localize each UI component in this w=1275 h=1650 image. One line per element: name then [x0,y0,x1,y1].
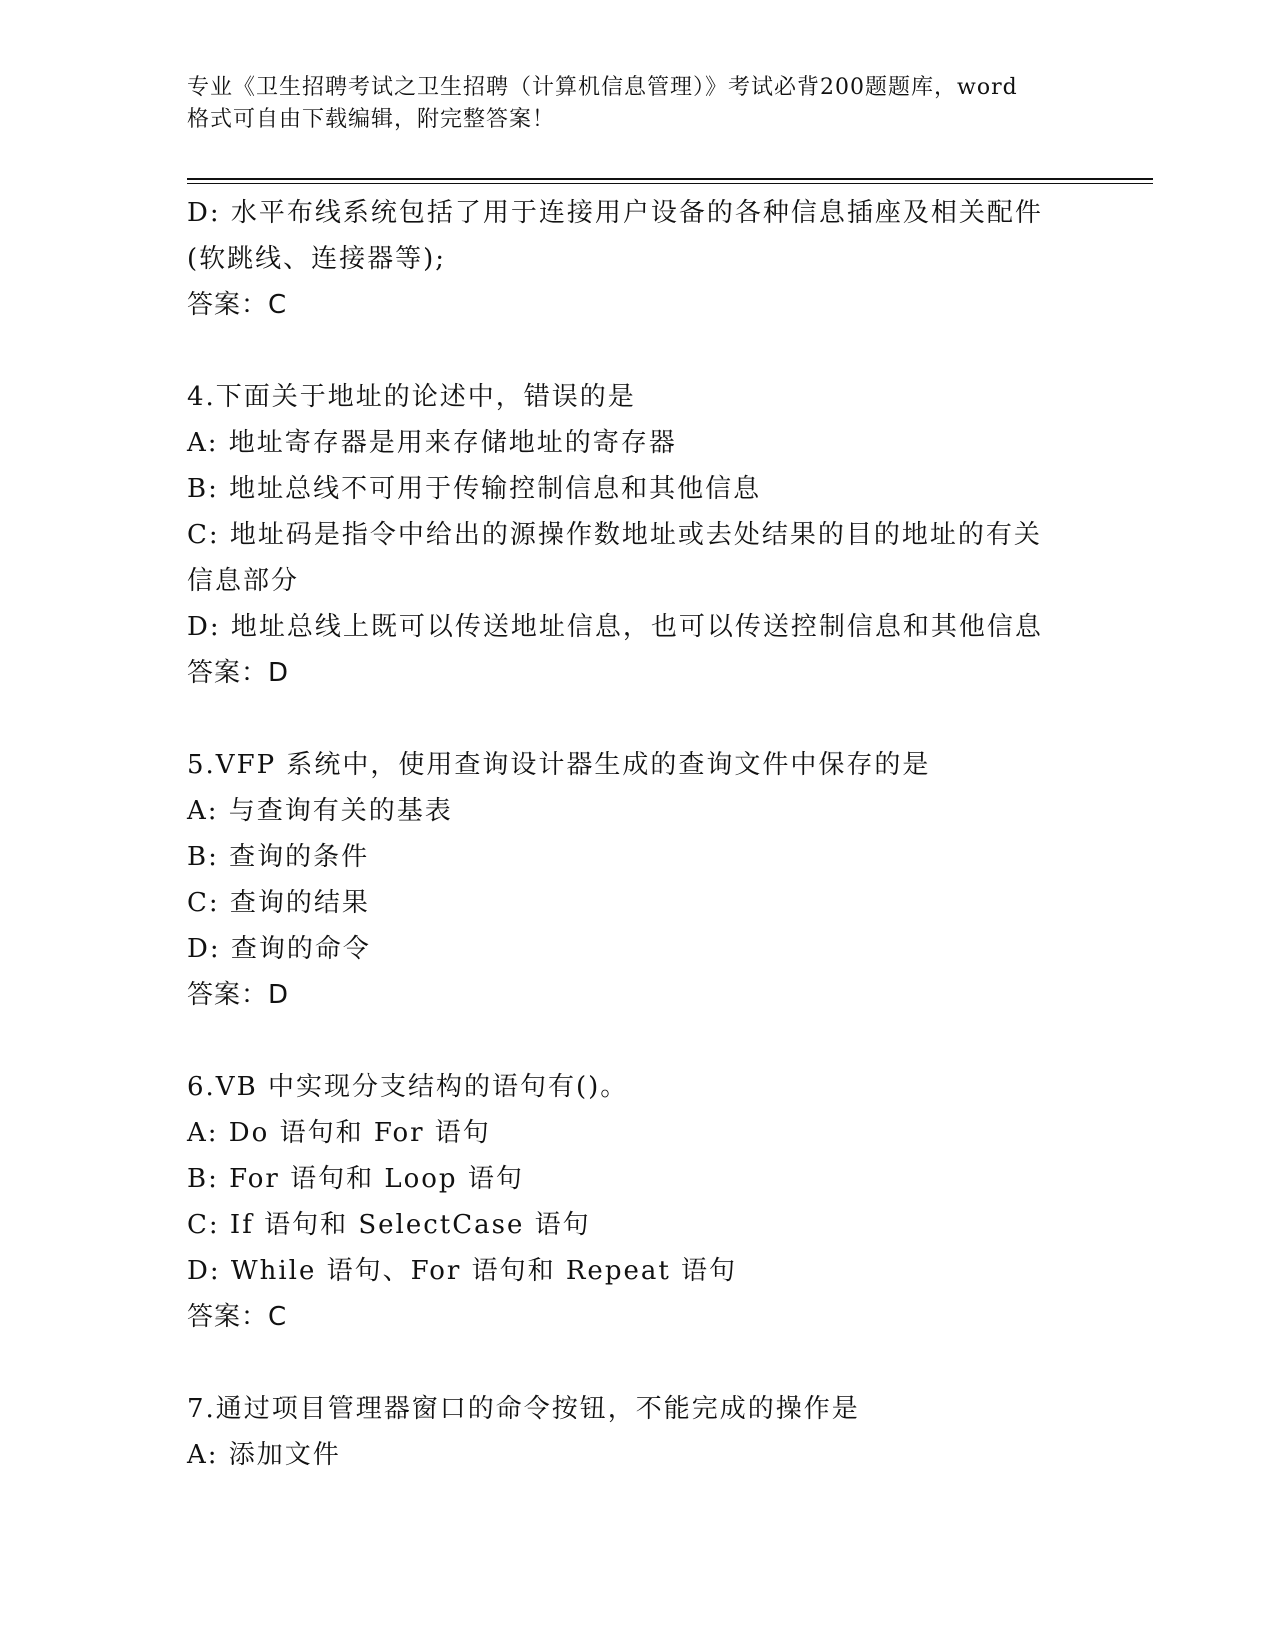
option-a: A: Do 语句和 For 语句 [187,1118,491,1148]
header-divider-thick [187,178,1153,180]
question-6 [187,1064,1087,1340]
question-3 [187,190,1087,328]
option-b: B: 查询的条件 [187,842,370,872]
spacer [187,1340,1087,1386]
answer: 答案：C [187,1302,288,1332]
option-d: D: 查询的命令 [187,934,371,964]
option-c-continuation: 信息部分 [187,566,300,596]
option-b: B: 地址总线不可用于传输控制信息和其他信息 [187,474,762,504]
option-a: A: 与查询有关的基表 [187,796,453,826]
question-text: 5.VFP 系统中，使用查询设计器生成的查询文件中保存的是 [187,750,931,780]
answer: 答案：C [187,290,288,320]
option-d-continuation: (软跳线、连接器等); [187,244,447,274]
option-a: A: 添加文件 [187,1440,341,1470]
option-c: C: 查询的结果 [187,888,370,918]
spacer [187,696,1087,742]
header-divider-thin [187,183,1153,184]
header-title-line-1: 专业《卫生招聘考试之卫生招聘（计算机信息管理）》考试必背200题题库，word [187,75,1018,100]
option-a: A: 地址寄存器是用来存储地址的寄存器 [187,428,677,458]
question-text: 7.通过项目管理器窗口的命令按钮，不能完成的操作是 [187,1394,860,1424]
question-4 [187,374,1087,696]
option-d: D: 地址总线上既可以传送地址信息，也可以传送控制信息和其他信息 [187,612,1043,642]
spacer [187,1018,1087,1064]
option-d: D: While 语句、For 语句和 Repeat 语句 [187,1256,738,1286]
option-b: B: For 语句和 Loop 语句 [187,1164,524,1194]
option-c: C: 地址码是指令中给出的源操作数地址或去处结果的目的地址的有关 [187,520,1042,550]
question-5 [187,742,1087,1018]
question-text: 6.VB 中实现分支结构的语句有()。 [187,1072,629,1102]
header-title-line-2: 格式可自由下载编辑，附完整答案！ [187,107,556,132]
question-text: 4.下面关于地址的论述中，错误的是 [187,382,636,412]
spacer [187,328,1087,374]
option-c: C: If 语句和 SelectCase 语句 [187,1210,591,1240]
question-content [187,190,1087,1478]
document-header [187,72,1087,136]
answer: 答案：D [187,658,290,688]
answer: 答案：D [187,980,290,1010]
question-7 [187,1386,1087,1478]
option-d: D: 水平布线系统包括了用于连接用户设备的各种信息插座及相关配件 [187,198,1043,228]
